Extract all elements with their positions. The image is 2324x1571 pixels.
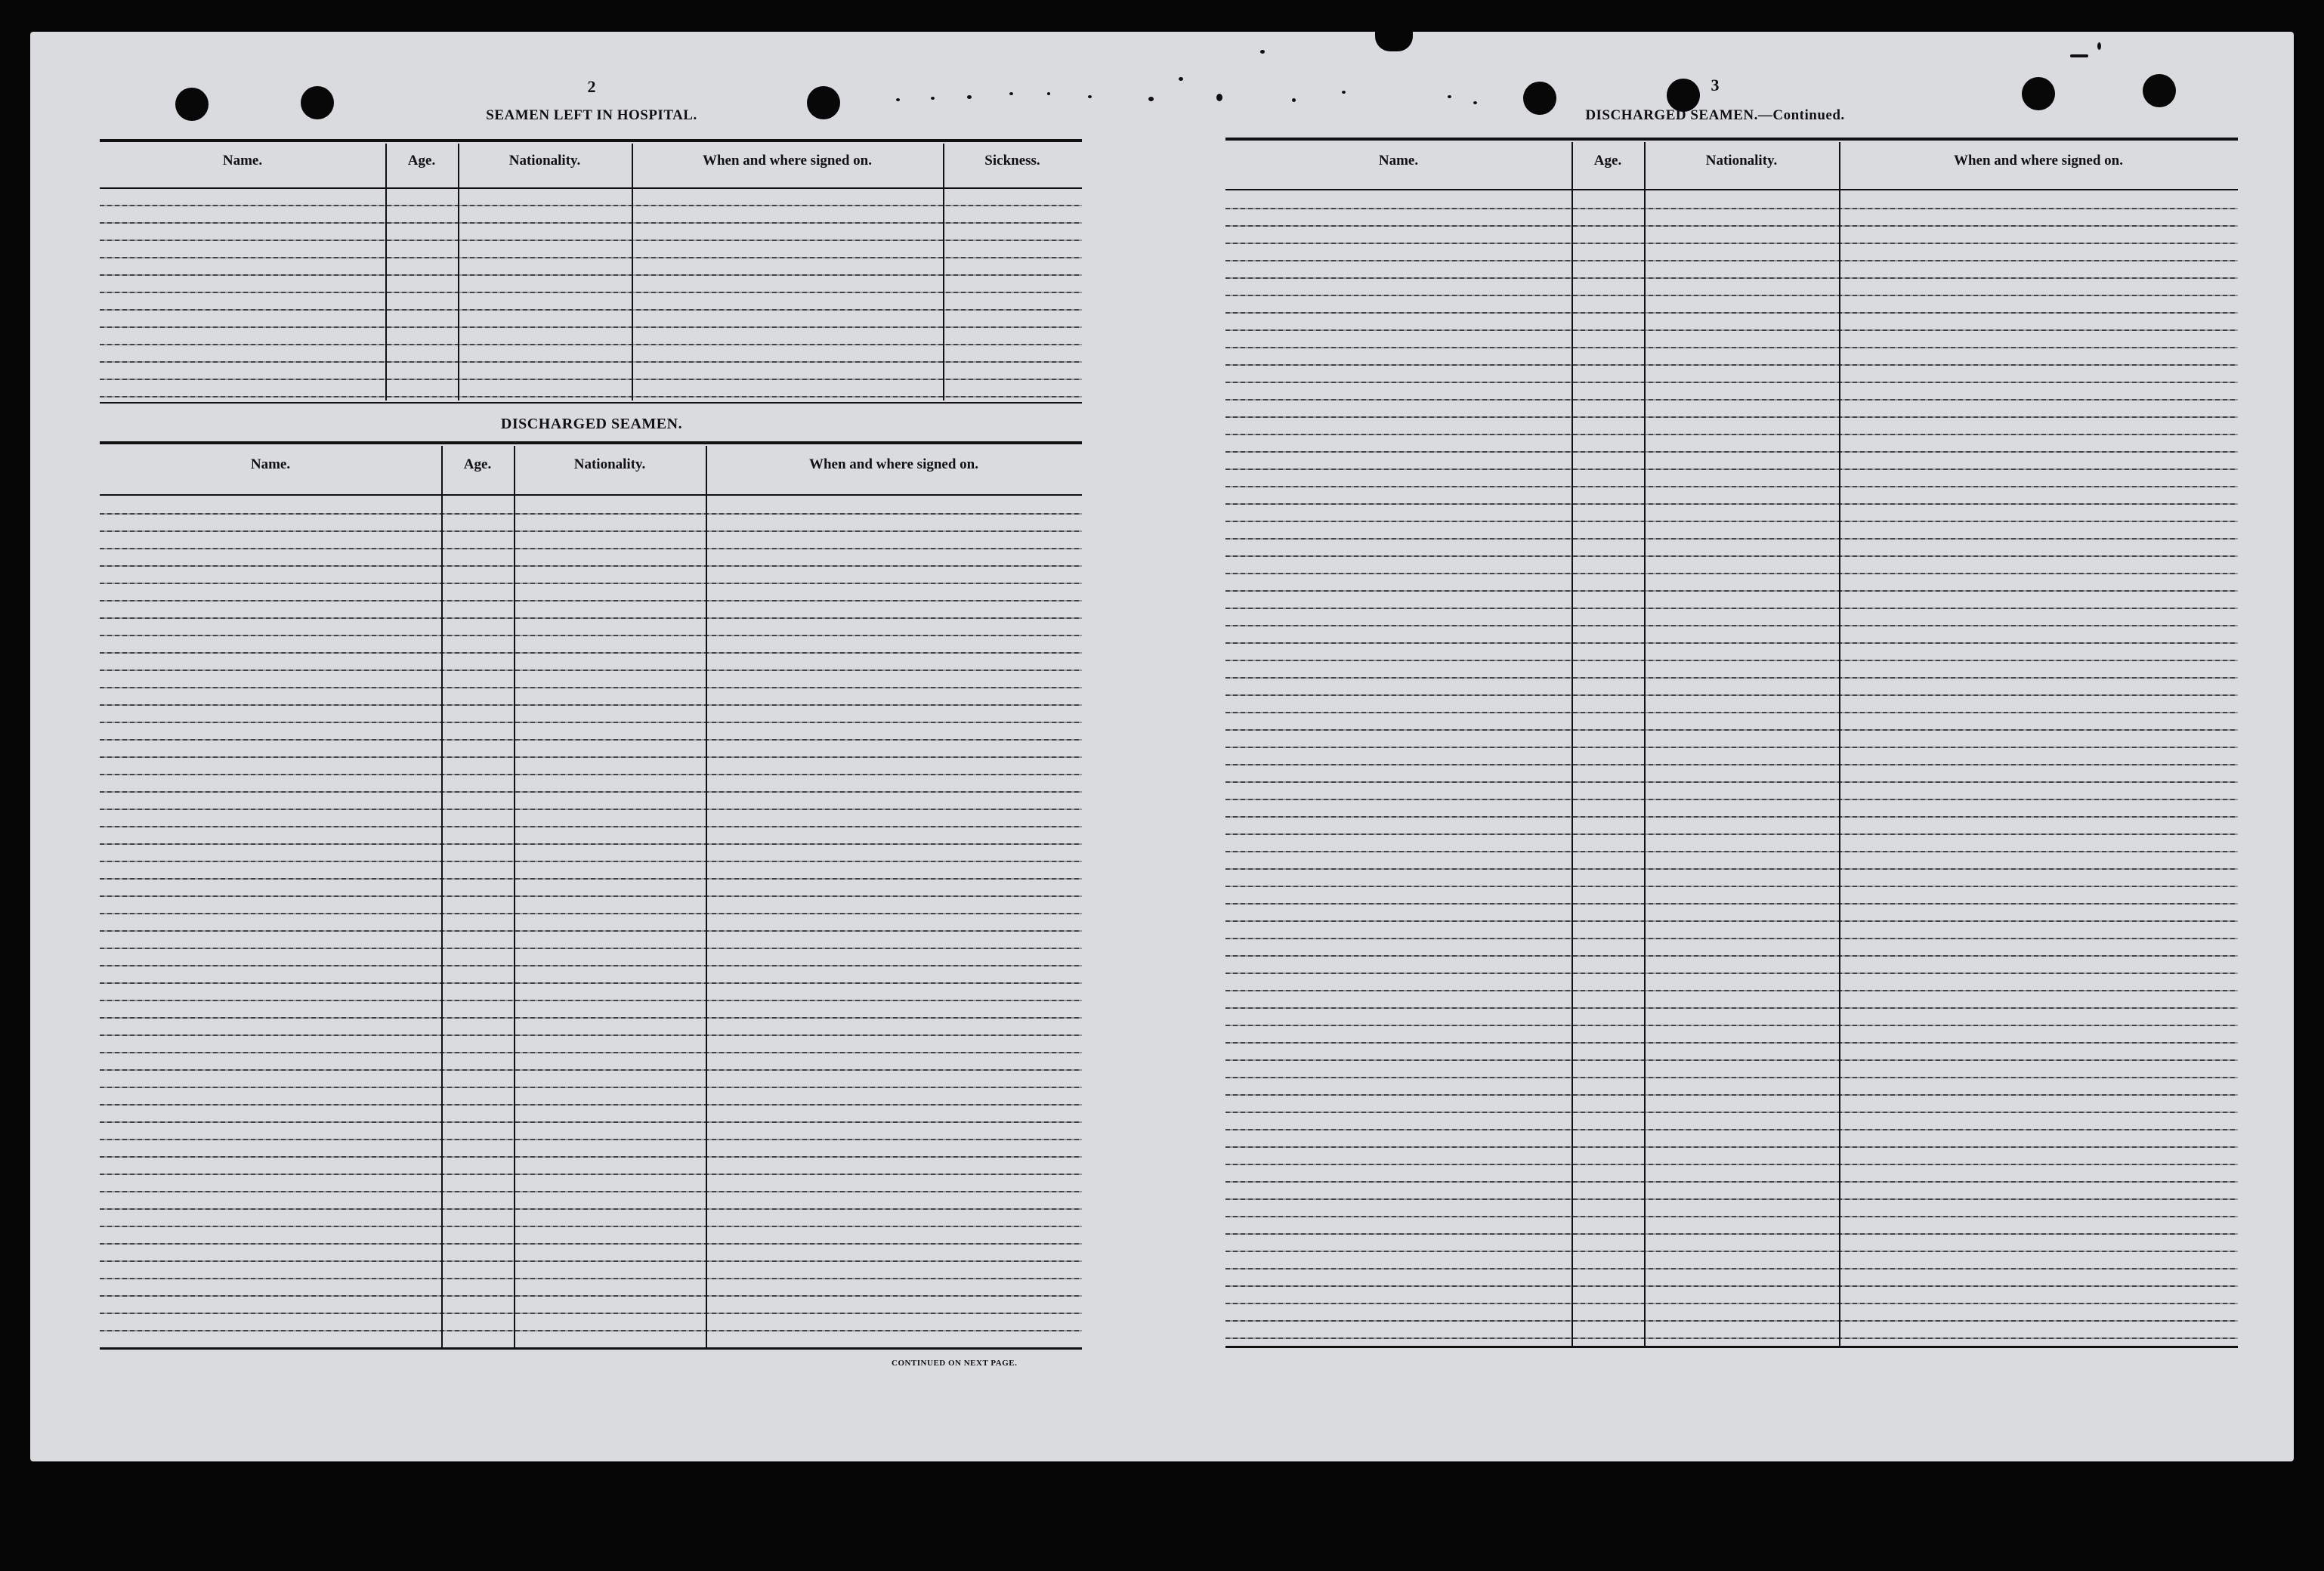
punch-hole [301,86,334,119]
col-head-nationality: Nationality. [508,153,581,169]
col-head-sickness: Sickness. [984,153,1040,169]
hospital-col-divider [943,144,944,400]
discharged-table-right [1225,142,2238,1348]
punch-hole [807,86,840,119]
col-head-signed-on: When and where signed on. [702,153,872,169]
discharged-col-divider [441,446,443,1350]
ink-speck [1473,101,1477,104]
discharged-bottom-rule [100,1347,1082,1350]
ink-speck [1342,91,1346,94]
punch-hole [175,88,209,121]
col-head-name: Name. [250,456,291,472]
ink-speck [967,95,972,99]
discharged-table-left [100,446,1082,1350]
ink-speck [1009,92,1013,95]
hospital-col-divider [385,144,387,400]
ink-speck [1216,94,1222,101]
ink-speck [2070,54,2088,57]
hospital-table [100,144,1082,400]
document-sheet [30,32,2294,1461]
page-number-left: 2 [587,77,596,96]
ink-speck [1375,32,1413,51]
col-head-signed-on: When and where signed on. [808,456,978,472]
punch-hole [2143,74,2176,107]
continued-note: CONTINUED ON NEXT PAGE. [892,1359,1018,1368]
col-head-name: Name. [222,153,263,169]
hospital-dash-mask [100,189,1082,397]
col-head-age: Age. [407,153,436,169]
col-head-signed-on: When and where signed on. [1953,153,2123,169]
discharged-col-divider [514,446,515,1350]
right-top-rule [1225,138,2238,141]
hospital-top-rule [100,139,1082,142]
right-page-title: DISCHARGED SEAMEN.—Continued. [1585,107,1845,123]
right-col-divider [1644,142,1646,1348]
ink-speck [1260,50,1265,54]
right-bottom-rule [1225,1346,2238,1348]
col-head-age: Age. [1593,153,1622,169]
ink-speck [1179,77,1183,81]
discharged-section-title: DISCHARGED SEAMEN. [500,416,683,432]
ink-speck [1292,98,1296,102]
ink-speck [1088,95,1092,98]
hospital-col-divider [632,144,633,400]
ink-speck [931,97,935,100]
hospital-bottom-rule [100,402,1082,404]
hospital-section-title: SEAMEN LEFT IN HOSPITAL. [486,107,697,123]
punch-hole [2022,77,2055,110]
discharged-dash-mask [100,497,1082,1345]
col-head-name: Name. [1378,153,1419,169]
right-dash-mask [1225,192,2238,1344]
right-col-divider [1571,142,1573,1348]
ink-speck [1047,92,1050,95]
right-header-rule [1225,189,2238,190]
page-number-right: 3 [1711,76,1720,94]
discharged-top-rule [100,441,1082,444]
discharged-col-divider [706,446,707,1350]
discharged-header-rule [100,494,1082,496]
ink-speck [2097,42,2101,50]
ink-speck [896,98,900,101]
col-head-age: Age. [463,456,492,472]
ink-speck [1148,97,1154,101]
punch-hole [1523,82,1556,115]
col-head-nationality: Nationality. [573,456,646,472]
bleed-through-mark [1118,145,1126,153]
ink-speck [1448,95,1451,98]
col-head-nationality: Nationality. [1705,153,1778,169]
right-col-divider [1839,142,1840,1348]
hospital-col-divider [458,144,459,400]
